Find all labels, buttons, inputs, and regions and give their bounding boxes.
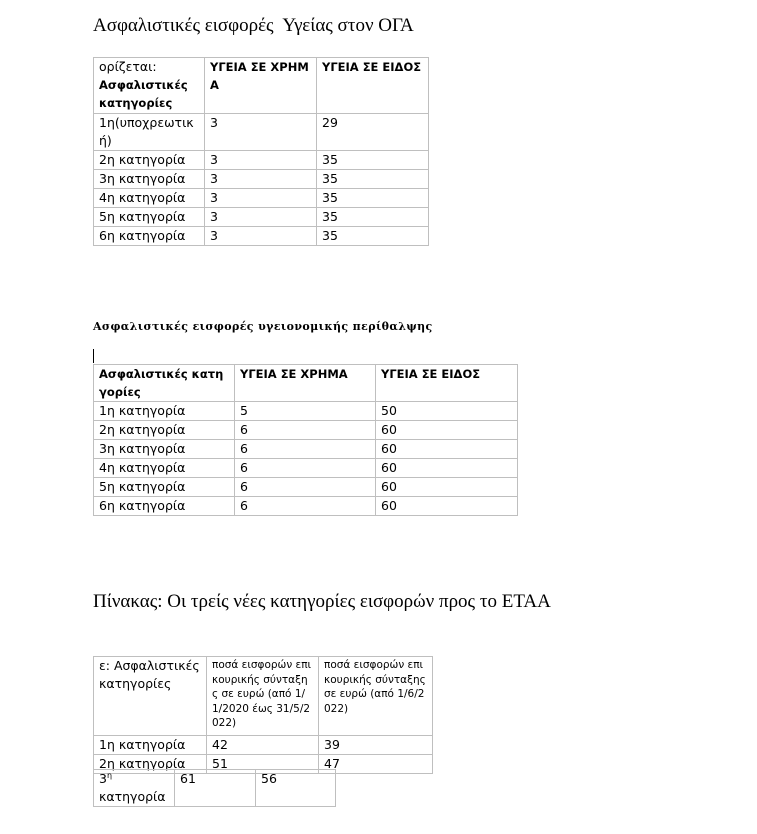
table-row [94,114,429,151]
kind-cell: 35 [317,227,429,246]
period-2-cell: 47 [319,755,433,774]
table-row [94,736,433,755]
category-cell: 3η κατηγορία [94,440,235,459]
header-category: ε: Ασφαλιστικές κατηγορίες [94,657,207,736]
header-kind: ΥΓΕΙΑ ΣΕ ΕΙΔΟΣ [317,58,429,114]
etaa-third-category-row [93,769,336,807]
cash-cell: 3 [205,151,317,170]
period-1-cell: 42 [207,736,319,755]
oga-health-table [93,57,429,246]
kind-cell: 60 [376,497,518,516]
category-cell: 5η κατηγορία [94,478,235,497]
table-row [94,459,518,478]
cash-cell: 3 [205,227,317,246]
category-cell: 2η κατηγορία [94,421,235,440]
kind-cell: 29 [317,114,429,151]
category-cell: 2η κατηγορία [94,755,207,774]
cash-cell: 6 [235,459,376,478]
table-row [94,227,429,246]
category-cell: 1η κατηγορία [94,736,207,755]
category-cell: 2η κατηγορία [94,151,205,170]
table-row [94,478,518,497]
category-cell: 6η κατηγορία [94,497,235,516]
category-cell: 1η(υποχρεωτική) [94,114,205,151]
cash-cell: 3 [205,189,317,208]
kind-cell: 60 [376,459,518,478]
period-1-cell: 61 [175,770,256,807]
kind-cell: 35 [317,208,429,227]
category-cell [94,770,175,807]
table-row [94,170,429,189]
header-cash: ΥΓΕΙΑ ΣΕ ΧΡΗΜΑ [205,58,317,114]
category-cell: 5η κατηγορία [94,208,205,227]
cash-cell: 3 [205,114,317,151]
table-row [94,497,518,516]
header-period-1: ποσά εισφορών επικουρικής σύνταξης σε ευρώ (από 1/1/2020 έως 31/5/2022) [207,657,319,736]
health-care-table [93,364,518,516]
category-cell: 3η κατηγορία [94,170,205,189]
header-cash: ΥΓΕΙΑ ΣΕ ΧΡΗΜΑ [235,365,376,402]
kind-cell: 35 [317,170,429,189]
header-category-cell [94,58,205,114]
cash-cell: 5 [235,402,376,421]
cash-cell: 6 [235,478,376,497]
oga-contributions-title: Ασφαλιστικές εισφορές Υγείας στον ΟΓΑ [93,15,414,36]
cash-cell: 6 [235,440,376,459]
category-label: κατηγορία [99,789,166,804]
category-cell: 6η κατηγορία [94,227,205,246]
table-row [94,421,518,440]
kind-cell: 35 [317,151,429,170]
header-period-2: ποσά εισφορών επικουρικής σύνταξης σε ευρώ (από 1/6/2022) [319,657,433,736]
table-row [94,189,429,208]
etaa-contributions-table [93,656,433,774]
category-ordinal-suffix: η [106,770,113,780]
header-kind: ΥΓΕΙΑ ΣΕ ΕΙΔΟΣ [376,365,518,402]
kind-cell: 35 [317,189,429,208]
cash-cell: 3 [205,170,317,189]
category-cell: 1η κατηγορία [94,402,235,421]
cash-cell: 6 [235,497,376,516]
period-2-cell: 56 [256,770,336,807]
header-category-label: Ασφαλιστικές κατηγορίες [99,78,188,110]
kind-cell: 60 [376,421,518,440]
table-row [94,151,429,170]
category-number: 3 [99,771,107,786]
cash-cell: 6 [235,421,376,440]
category-cell: 4η κατηγορία [94,459,235,478]
cash-cell: 3 [205,208,317,227]
table-row [94,770,336,807]
period-1-cell: 51 [207,755,319,774]
table-row [94,440,518,459]
kind-cell: 50 [376,402,518,421]
period-2-cell: 39 [319,736,433,755]
etaa-categories-title: Πίνακας: Οι τρείς νέες κατηγορίες εισφορών προς το ΕΤΑΑ [93,591,551,612]
health-care-contributions-title: Ασφαλιστικές εισφορές υγειονομικής περίθαλψης [93,320,433,333]
table-row [94,402,518,421]
table-row [94,208,429,227]
kind-cell: 60 [376,478,518,497]
kind-cell: 60 [376,440,518,459]
category-cell: 4η κατηγορία [94,189,205,208]
header-prefix: ορίζεται: [99,59,157,74]
header-category: Ασφαλιστικές κατηγορίες [94,365,235,402]
text-cursor [93,349,94,363]
